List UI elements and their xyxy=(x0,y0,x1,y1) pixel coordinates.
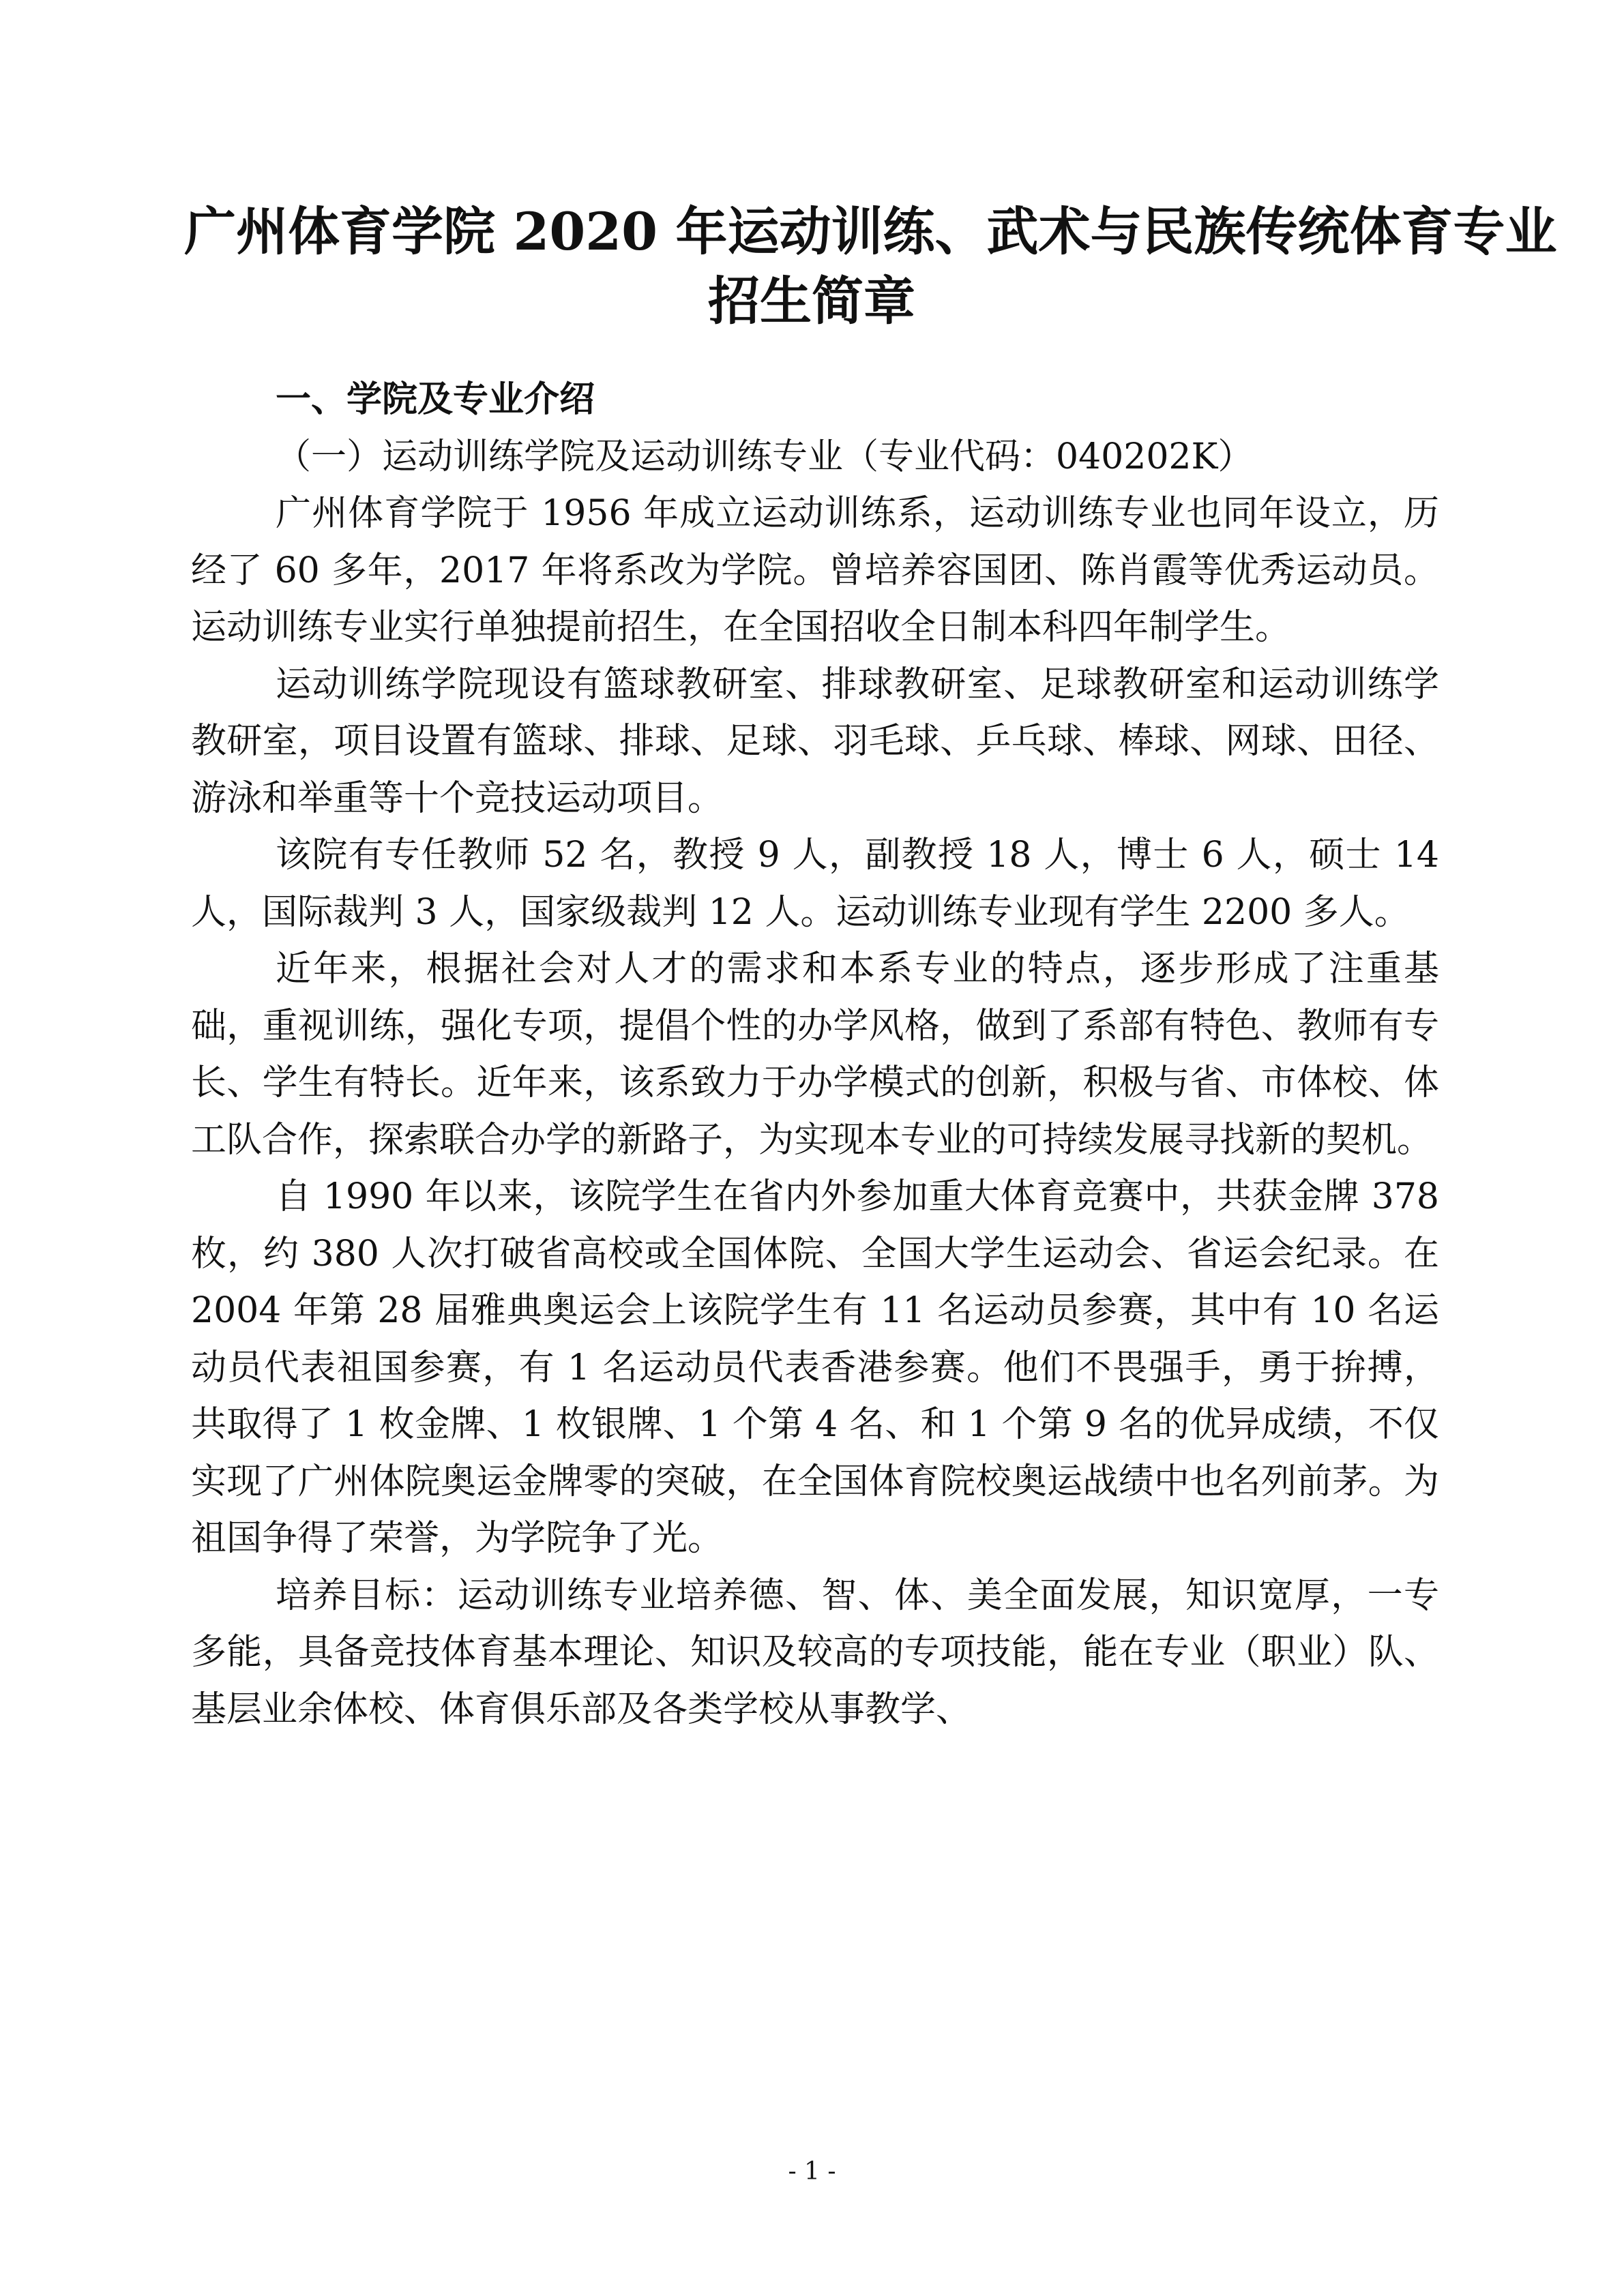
section-heading: 一、学院及专业介绍 xyxy=(276,379,595,420)
paragraph: 培养目标：运动训练专业培养德、智、体、美全面发展，知识宽厚，一专多能，具备竞技体育基本理论、知识及较高的专项技能，能在专业（职业）队、基层业余体校、体育俱乐部及各类学校从事教学、 xyxy=(191,1575,1439,1730)
paragraph: 自 1990 年以来，该院学生在省内外参加重大体育竞赛中，共获金牌 378 枚，约 380 人次打破省高校或全国体院、全国大学生运动会、省运会纪录。在 2004 年第 28 届雅典奥运会上该院学生有 11 名运动员参赛，其中有 10 名运动员代表祖国参赛，有 1 名运动员代表香港参赛。他们不畏强手，勇于拚搏，共取得了 1 枚金牌、1 枚银牌、1 个第 4 名、和 1 个第 9 名的优异成绩，不仅实现了广州体院奥运金牌零的突破，在全国体育院校奥运战绩中也名列前茅。为祖国争得了荣誉，为学院争了光。 xyxy=(191,1176,1439,1559)
paragraph: 该院有专任教师 52 名，教授 9 人，副教授 18 人，博士 6 人，硕士 14 人，国际裁判 3 人，国家级裁判 12 人。运动训练专业现有学生 2200 多人。 xyxy=(191,835,1439,933)
subsection-heading: （一）运动训练学院及运动训练专业（专业代码：040202K） xyxy=(276,436,1254,477)
document-title-line-1: 广州体育学院 2020 年运动训练、武术与民族传统体育专业 xyxy=(184,201,1557,262)
page-number: - 1 - xyxy=(788,2158,836,2186)
document-body xyxy=(191,372,1439,1738)
paragraph: 广州体育学院于 1956 年成立运动训练系，运动训练专业也同年设立，历经了 60 多年，2017 年将系改为学院。曾培养容国团、陈肖霞等优秀运动员。运动训练专业实行单独提前招生，在全国招收全日制本科四年制学生。 xyxy=(191,493,1439,648)
paragraph: 运动训练学院现设有篮球教研室、排球教研室、足球教研室和运动训练学教研室，项目设置有篮球、排球、足球、羽毛球、乒乓球、棒球、网球、田径、游泳和举重等十个竞技运动项目。 xyxy=(191,664,1439,819)
document-title-line-2: 招生简章 xyxy=(708,271,915,331)
paragraph: 近年来，根据社会对人才的需求和本系专业的特点，逐步形成了注重基础，重视训练，强化专项，提倡个性的办学风格，做到了系部有特色、教师有专长、学生有特长。近年来，该系致力于办学模式的创新，积极与省、市体校、体工队合作，探索联合办学的新路子，为实现本专业的可持续发展寻找新的契机。 xyxy=(191,949,1439,1161)
